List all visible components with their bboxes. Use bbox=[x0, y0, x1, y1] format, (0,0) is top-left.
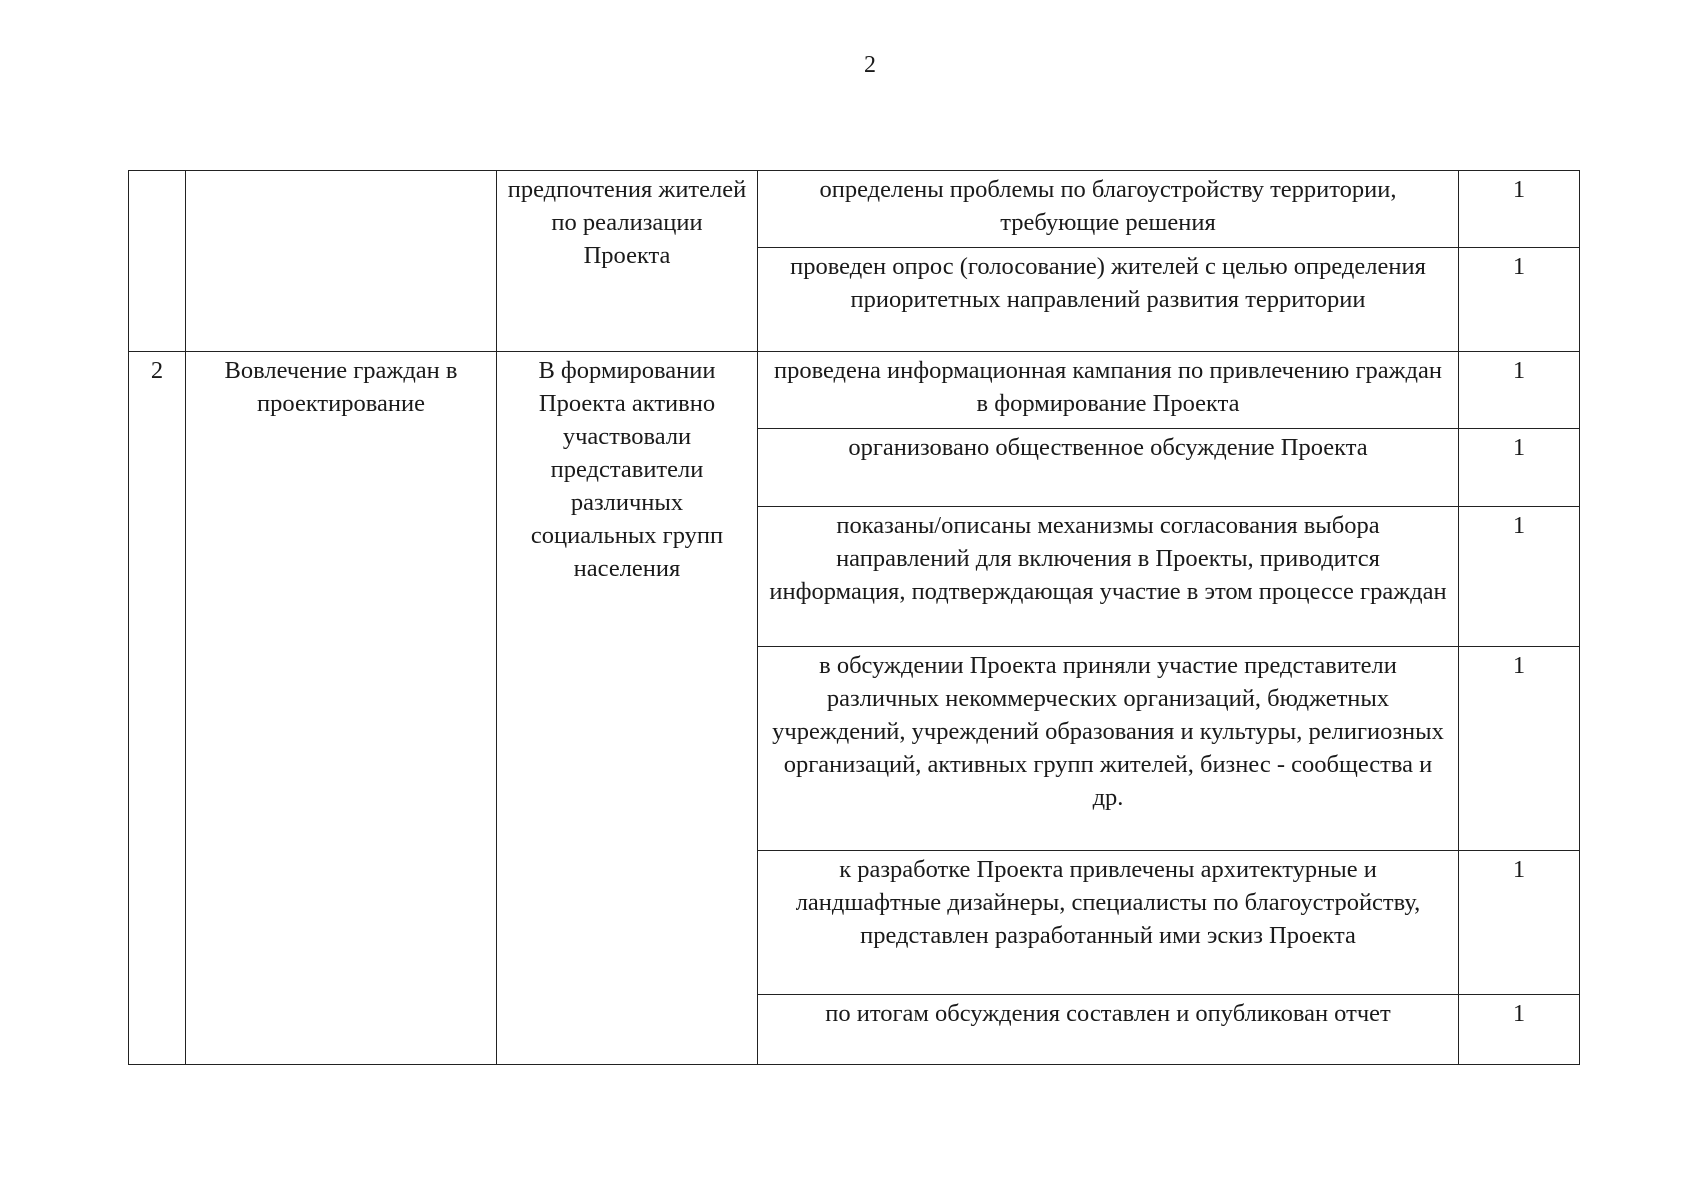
indicator-cell: В формировании Проекта активно участвовали представители различных социальных групп населения bbox=[497, 352, 758, 1065]
score-cell: 1 bbox=[1459, 507, 1580, 647]
score-cell: 1 bbox=[1459, 995, 1580, 1065]
description-cell: проведена информационная кампания по привлечению граждан в формирование Проекта bbox=[758, 352, 1459, 429]
description-cell: в обсуждении Проекта приняли участие представители различных некоммерческих организаций, бюджетных учреждений, учреждений образования и культуры, религиозных организаций, активных групп жителей, бизнес - сообщества и др. bbox=[758, 647, 1459, 851]
description-cell: к разработке Проекта привлечены архитектурные и ландшафтные дизайнеры, специалисты по благоустройству, представлен разработанный ими эскиз Проекта bbox=[758, 851, 1459, 995]
score-cell: 1 bbox=[1459, 647, 1580, 851]
criterion-cell: Вовлечение граждан в проектирование bbox=[186, 352, 497, 1065]
page-number: 2 bbox=[864, 52, 876, 78]
indicator-cell: предпочтения жителей по реализации Проекта bbox=[497, 171, 758, 352]
score-cell: 1 bbox=[1459, 352, 1580, 429]
number-cell: 2 bbox=[129, 352, 186, 1065]
description-cell: организовано общественное обсуждение Проекта bbox=[758, 429, 1459, 507]
score-cell: 1 bbox=[1459, 851, 1580, 995]
score-cell: 1 bbox=[1459, 429, 1580, 507]
description-cell: показаны/описаны механизмы согласования выбора направлений для включения в Проекты, приводится информация, подтверждающая участие в этом процессе граждан bbox=[758, 507, 1459, 647]
criterion-cell bbox=[186, 171, 497, 352]
description-cell: по итогам обсуждения составлен и опубликован отчет bbox=[758, 995, 1459, 1065]
criteria-table bbox=[128, 170, 1580, 1065]
table-row bbox=[129, 352, 1580, 429]
description-cell: определены проблемы по благоустройству территории, требующие решения bbox=[758, 171, 1459, 248]
table-row bbox=[129, 171, 1580, 248]
number-cell bbox=[129, 171, 186, 352]
score-cell: 1 bbox=[1459, 248, 1580, 352]
score-cell: 1 bbox=[1459, 171, 1580, 248]
description-cell: проведен опрос (голосование) жителей с целью определения приоритетных направлений развития территории bbox=[758, 248, 1459, 352]
